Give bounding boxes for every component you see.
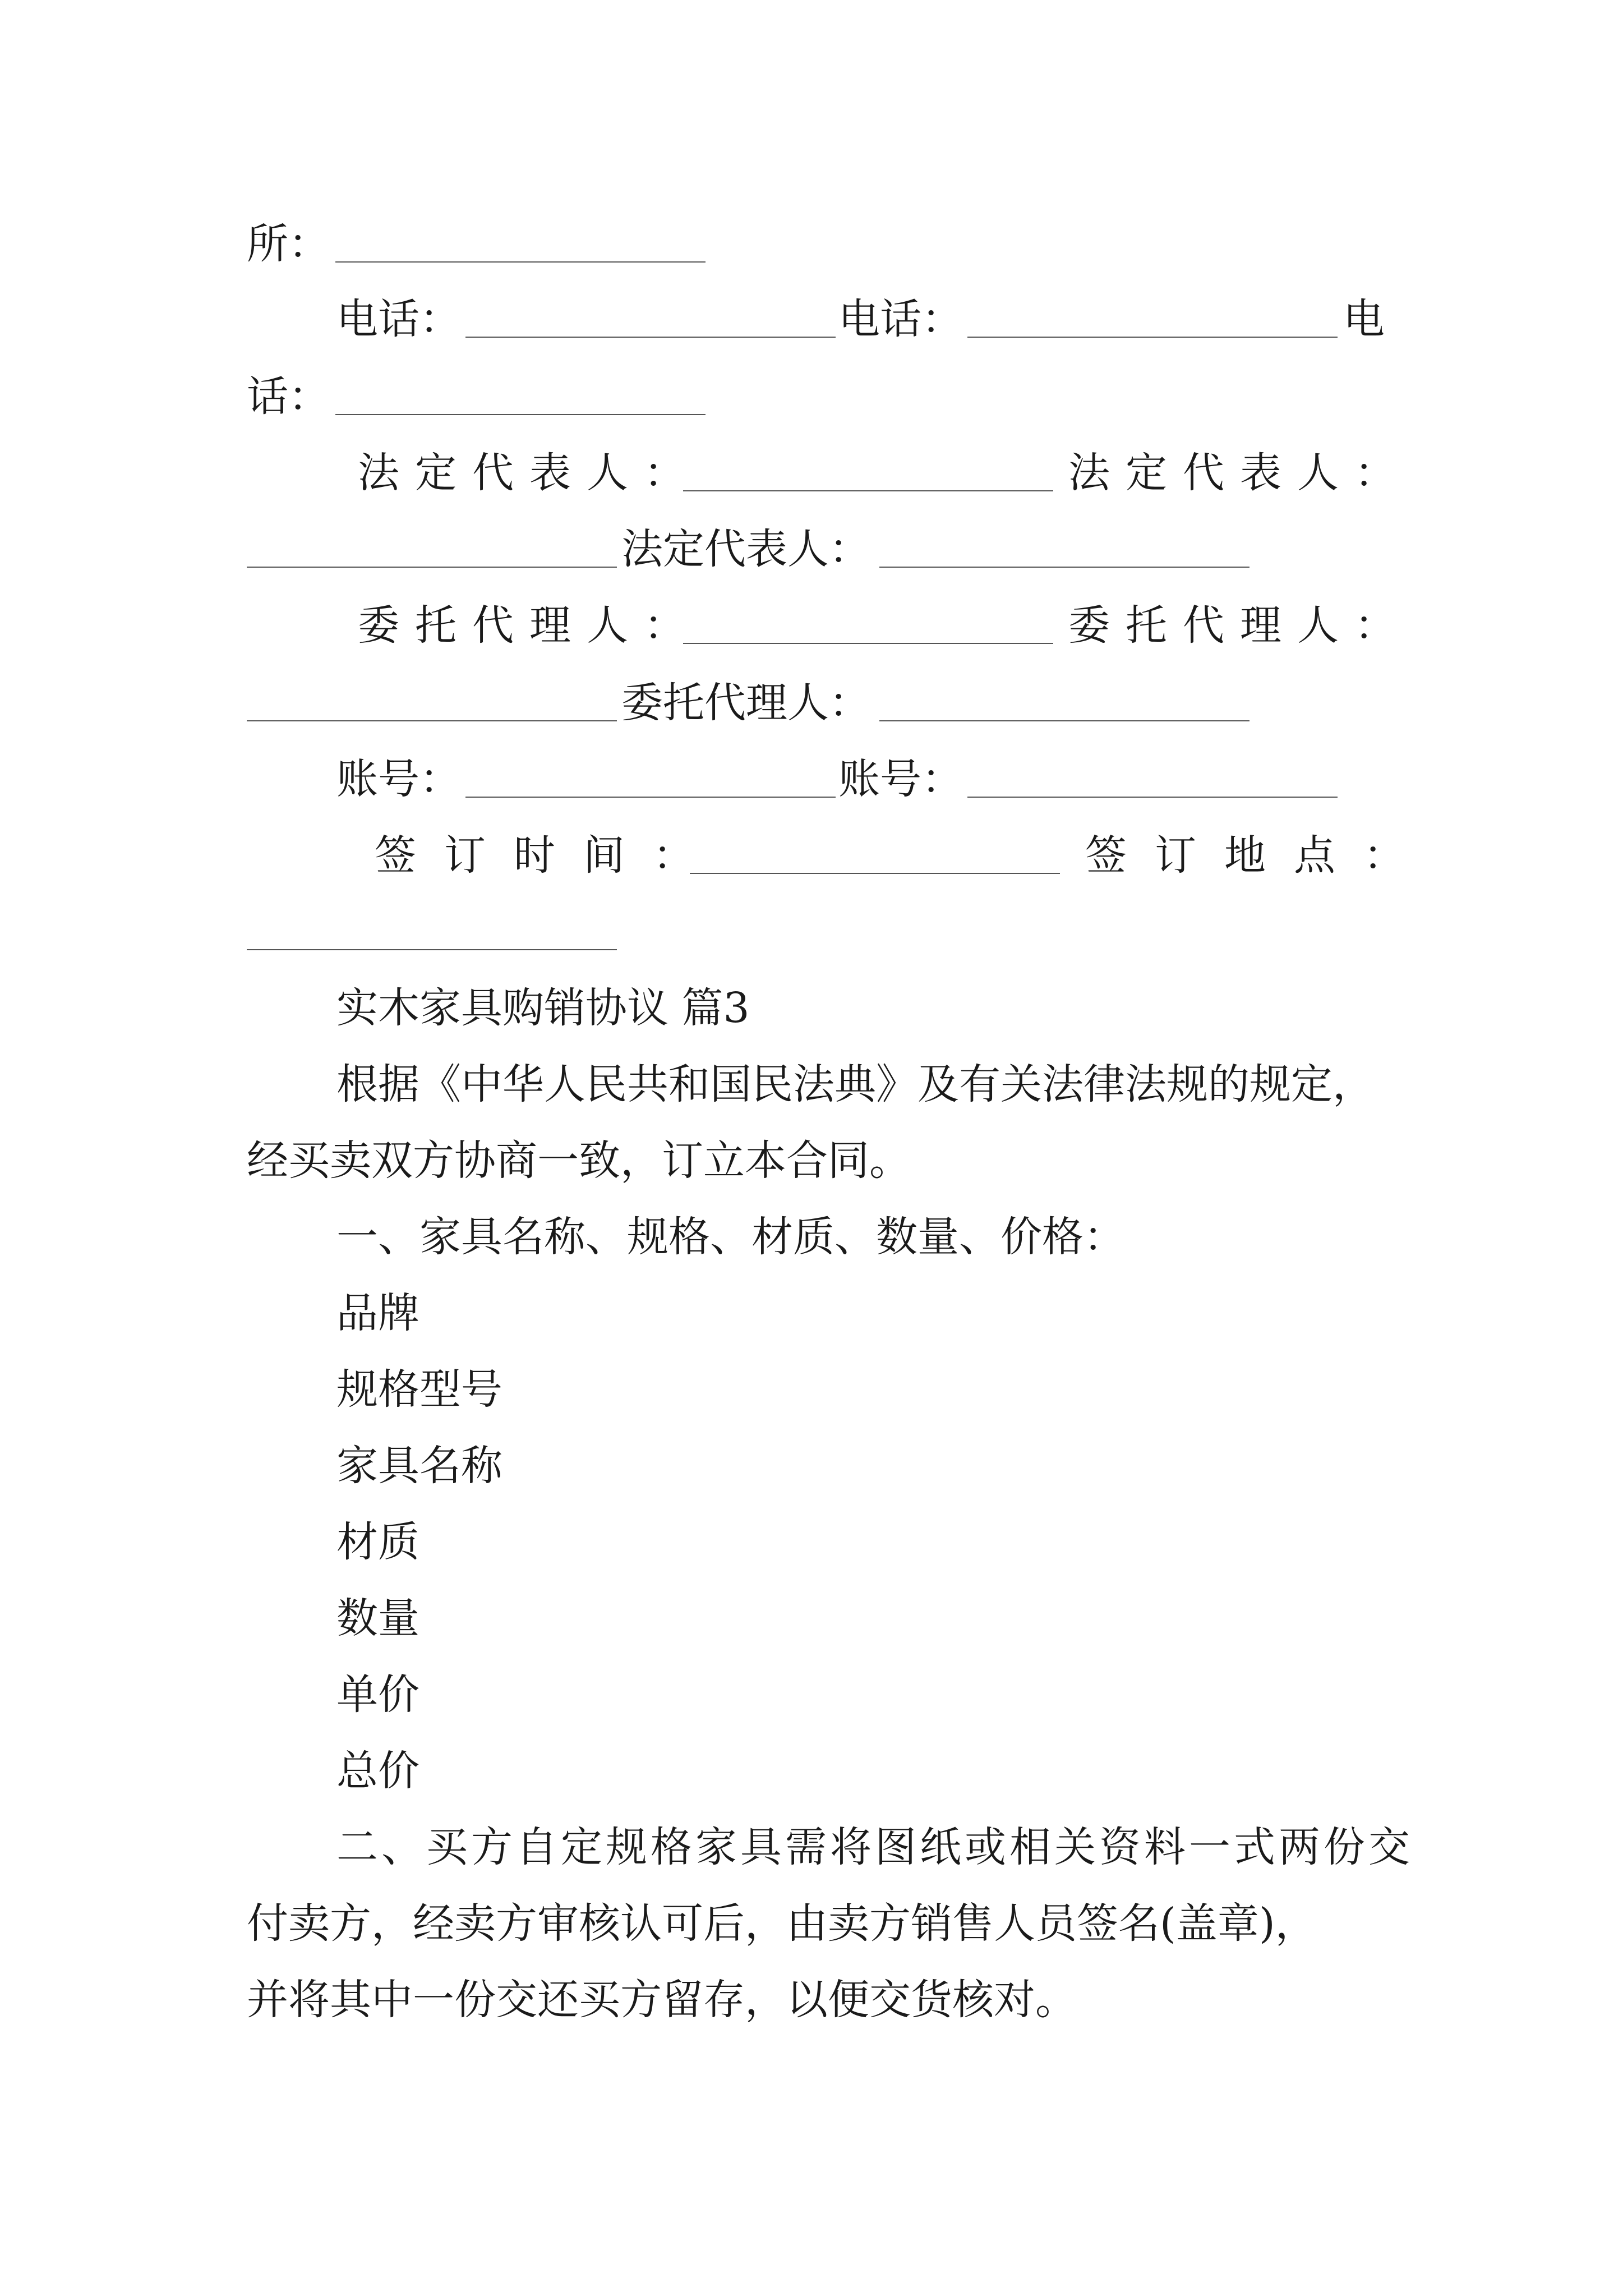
paragraph-1-line-2: 经买卖双方协商一致，订立本合同。 (247, 1137, 911, 1185)
sign-time-blank (690, 873, 1060, 874)
agent-label-1: 委托代理人： (358, 601, 701, 650)
item-material: 材质 (336, 1518, 419, 1566)
address-label: 所： (247, 220, 330, 268)
legal-rep-label-1: 法定代表人： (358, 449, 701, 497)
account-blank-1 (465, 797, 836, 798)
phone-label-3a: 电 (1343, 295, 1385, 343)
item-total-price: 总价 (336, 1747, 419, 1795)
paragraph-2-line-3: 并将其中一份交还买方留存，以便交货核对。 (247, 1976, 1077, 2024)
agent-label-2: 委托代理人： (1068, 601, 1412, 650)
account-label-2: 账号： (838, 755, 963, 803)
item-name: 家具名称 (336, 1442, 502, 1490)
paragraph-2-line-1: 二、买方自定规格家具需将图纸或相关资料一式两份交 (336, 1823, 1413, 1871)
phone-label-2: 电话： (838, 295, 963, 343)
legal-rep-blank-2 (247, 567, 617, 568)
agent-blank-1 (683, 643, 1053, 644)
phone-blank-3 (335, 414, 706, 415)
phone-label-3b: 话： (247, 372, 330, 421)
item-quantity: 数量 (336, 1594, 419, 1642)
sign-place-blank (247, 949, 617, 950)
paragraph-2-line-2: 付卖方，经卖方审核认可后，由卖方销售人员签名(盖章)， (247, 1899, 1317, 1948)
agent-blank-3 (879, 720, 1249, 721)
legal-rep-label-3: 法定代表人： (621, 525, 870, 573)
agent-blank-2 (247, 720, 617, 721)
legal-rep-blank-1 (683, 490, 1053, 491)
item-brand: 品牌 (336, 1289, 419, 1337)
sign-time-label: 签订时间： (375, 831, 722, 880)
item-model: 规格型号 (336, 1365, 502, 1414)
agent-label-3: 委托代理人： (621, 679, 870, 727)
address-blank (335, 261, 706, 263)
phone-line (336, 295, 461, 343)
phone-blank-1 (465, 337, 836, 338)
account-blank-2 (967, 797, 1338, 798)
phone-label-1: 电话： (336, 295, 461, 343)
paragraph-1-line-1: 根据《中华人民共和国民法典》及有关法律法规的规定， (336, 1060, 1374, 1108)
phone-blank-2 (967, 337, 1338, 338)
item-unit-price: 单价 (336, 1671, 419, 1719)
section-1-title: 一、家具名称、规格、材质、数量、价格： (336, 1213, 1125, 1261)
legal-rep-label-2: 法定代表人： (1068, 449, 1412, 497)
sign-place-label: 签订地点： (1085, 831, 1433, 880)
account-label-1: 账号： (336, 755, 461, 803)
legal-rep-blank-3 (879, 567, 1249, 568)
section-heading: 实木家具购销协议 篇3 (336, 984, 750, 1032)
address-line (247, 220, 330, 268)
